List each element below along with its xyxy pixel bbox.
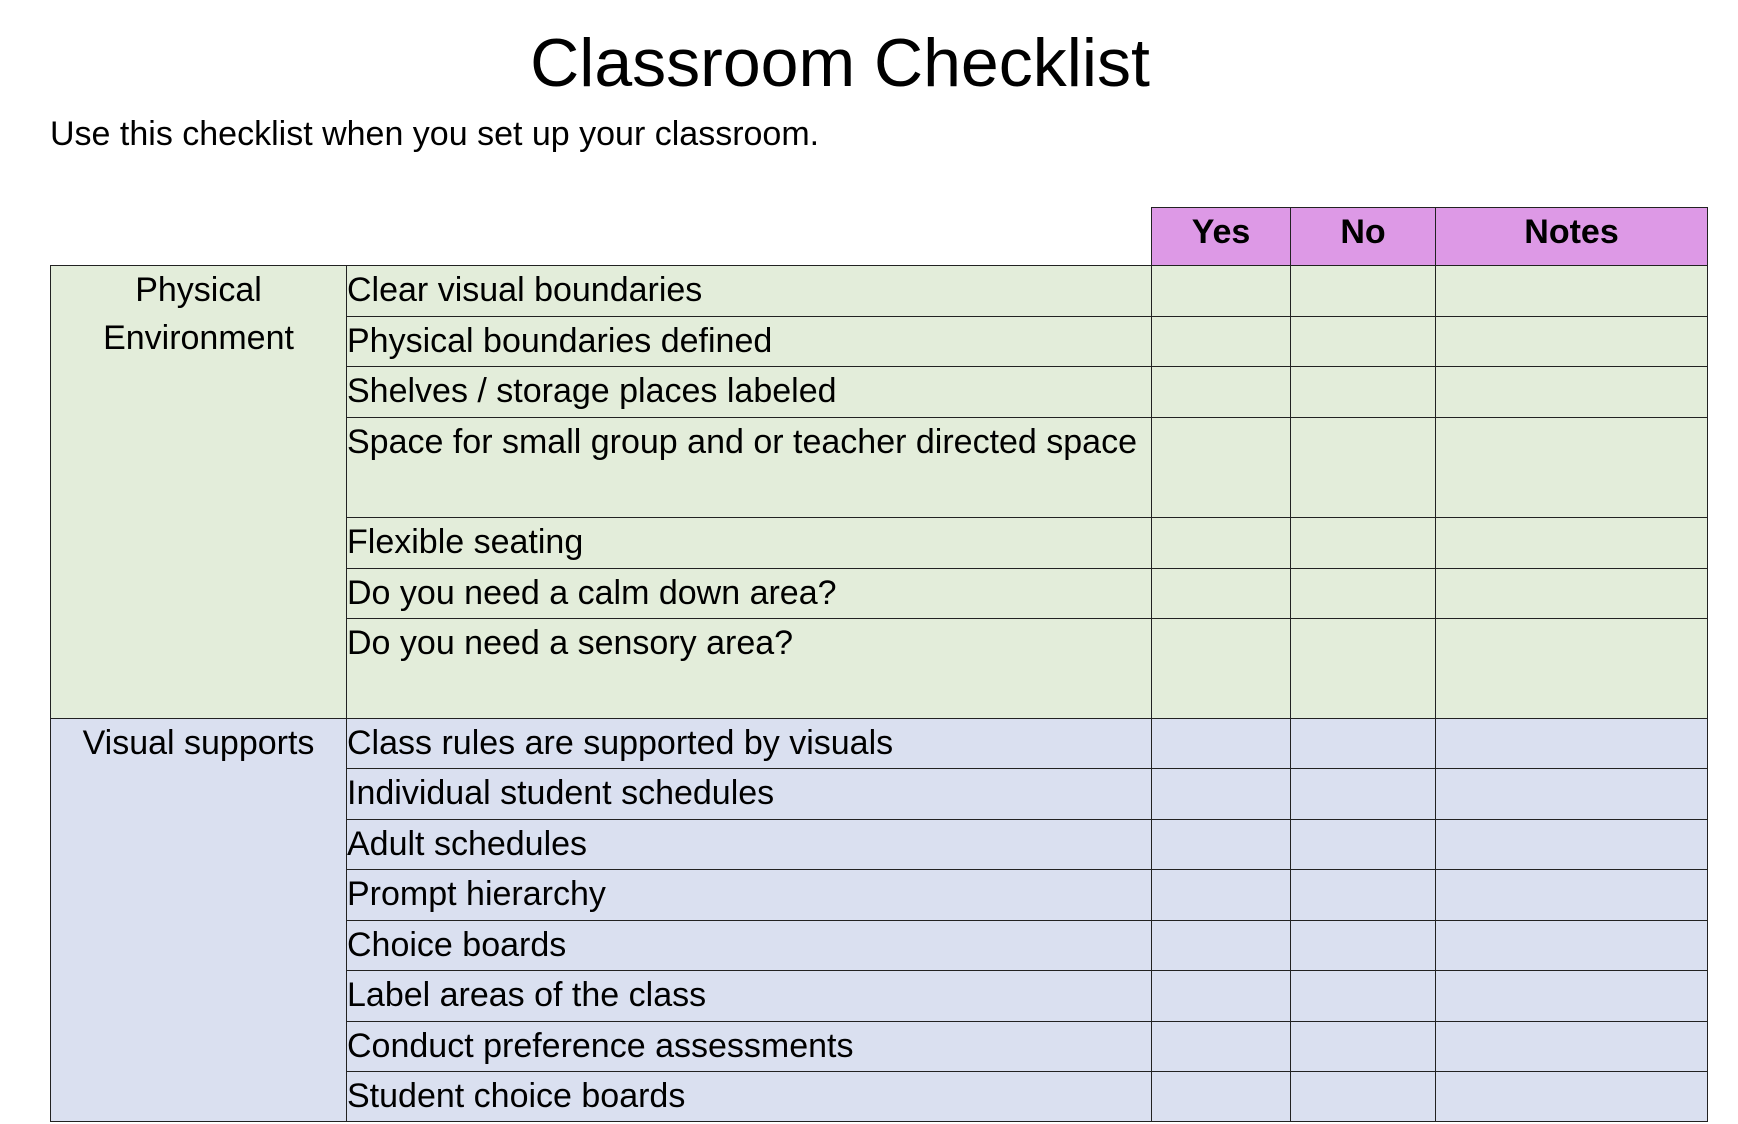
no-cell[interactable] bbox=[1291, 769, 1436, 820]
yes-cell[interactable] bbox=[1152, 719, 1291, 769]
item-cell: Do you need a calm down area? bbox=[347, 569, 1152, 619]
item-cell: Conduct preference assessments bbox=[347, 1022, 1152, 1072]
notes-cell[interactable] bbox=[1436, 971, 1708, 1022]
yes-cell[interactable] bbox=[1152, 921, 1291, 971]
notes-cell[interactable] bbox=[1436, 769, 1708, 820]
table-row bbox=[51, 719, 1708, 769]
header-spacer bbox=[51, 208, 1152, 266]
item-cell: Physical boundaries defined bbox=[347, 317, 1152, 367]
notes-cell[interactable] bbox=[1436, 921, 1708, 971]
yes-cell[interactable] bbox=[1152, 518, 1291, 569]
yes-cell[interactable] bbox=[1152, 418, 1291, 518]
yes-cell[interactable] bbox=[1152, 769, 1291, 820]
no-cell[interactable] bbox=[1291, 1022, 1436, 1072]
no-cell[interactable] bbox=[1291, 719, 1436, 769]
notes-cell[interactable] bbox=[1436, 1022, 1708, 1072]
item-cell: Student choice boards bbox=[347, 1072, 1152, 1122]
notes-cell[interactable] bbox=[1436, 367, 1708, 418]
no-cell[interactable] bbox=[1291, 266, 1436, 317]
notes-cell[interactable] bbox=[1436, 317, 1708, 367]
yes-cell[interactable] bbox=[1152, 1022, 1291, 1072]
notes-cell[interactable] bbox=[1436, 266, 1708, 317]
notes-cell[interactable] bbox=[1436, 619, 1708, 719]
item-cell: Choice boards bbox=[347, 921, 1152, 971]
yes-cell[interactable] bbox=[1152, 317, 1291, 367]
yes-cell[interactable] bbox=[1152, 569, 1291, 619]
header-notes: Notes bbox=[1436, 208, 1708, 266]
no-cell[interactable] bbox=[1291, 367, 1436, 418]
item-cell: Do you need a sensory area? bbox=[347, 619, 1152, 719]
item-cell: Clear visual boundaries bbox=[347, 266, 1152, 317]
item-cell: Space for small group and or teacher directed space bbox=[347, 418, 1152, 518]
yes-cell[interactable] bbox=[1152, 870, 1291, 921]
notes-cell[interactable] bbox=[1436, 870, 1708, 921]
item-cell: Flexible seating bbox=[347, 518, 1152, 569]
page-subtitle: Use this checklist when you set up your classroom. bbox=[50, 115, 820, 153]
no-cell[interactable] bbox=[1291, 870, 1436, 921]
checklist-table bbox=[50, 207, 1708, 1122]
notes-cell[interactable] bbox=[1436, 418, 1708, 518]
no-cell[interactable] bbox=[1291, 569, 1436, 619]
notes-cell[interactable] bbox=[1436, 1072, 1708, 1122]
yes-cell[interactable] bbox=[1152, 820, 1291, 870]
no-cell[interactable] bbox=[1291, 1072, 1436, 1122]
no-cell[interactable] bbox=[1291, 317, 1436, 367]
notes-cell[interactable] bbox=[1436, 518, 1708, 569]
group-physical-environment bbox=[51, 266, 1708, 719]
group-visual-supports bbox=[51, 719, 1708, 1122]
table-row bbox=[51, 266, 1708, 317]
notes-cell[interactable] bbox=[1436, 820, 1708, 870]
item-cell: Individual student schedules bbox=[347, 769, 1152, 820]
header-row bbox=[51, 208, 1708, 266]
yes-cell[interactable] bbox=[1152, 1072, 1291, 1122]
yes-cell[interactable] bbox=[1152, 971, 1291, 1022]
no-cell[interactable] bbox=[1291, 418, 1436, 518]
item-cell: Adult schedules bbox=[347, 820, 1152, 870]
category-cell: Physical Environment bbox=[51, 266, 347, 719]
no-cell[interactable] bbox=[1291, 921, 1436, 971]
no-cell[interactable] bbox=[1291, 518, 1436, 569]
item-cell: Class rules are supported by visuals bbox=[347, 719, 1152, 769]
item-cell: Shelves / storage places labeled bbox=[347, 367, 1152, 418]
header-yes: Yes bbox=[1152, 208, 1291, 266]
notes-cell[interactable] bbox=[1436, 719, 1708, 769]
page-title: Classroom Checklist bbox=[530, 25, 1150, 101]
no-cell[interactable] bbox=[1291, 820, 1436, 870]
yes-cell[interactable] bbox=[1152, 619, 1291, 719]
item-cell: Label areas of the class bbox=[347, 971, 1152, 1022]
yes-cell[interactable] bbox=[1152, 367, 1291, 418]
yes-cell[interactable] bbox=[1152, 266, 1291, 317]
item-cell: Prompt hierarchy bbox=[347, 870, 1152, 921]
no-cell[interactable] bbox=[1291, 619, 1436, 719]
header-no: No bbox=[1291, 208, 1436, 266]
category-cell: Visual supports bbox=[51, 719, 347, 1122]
notes-cell[interactable] bbox=[1436, 569, 1708, 619]
no-cell[interactable] bbox=[1291, 971, 1436, 1022]
